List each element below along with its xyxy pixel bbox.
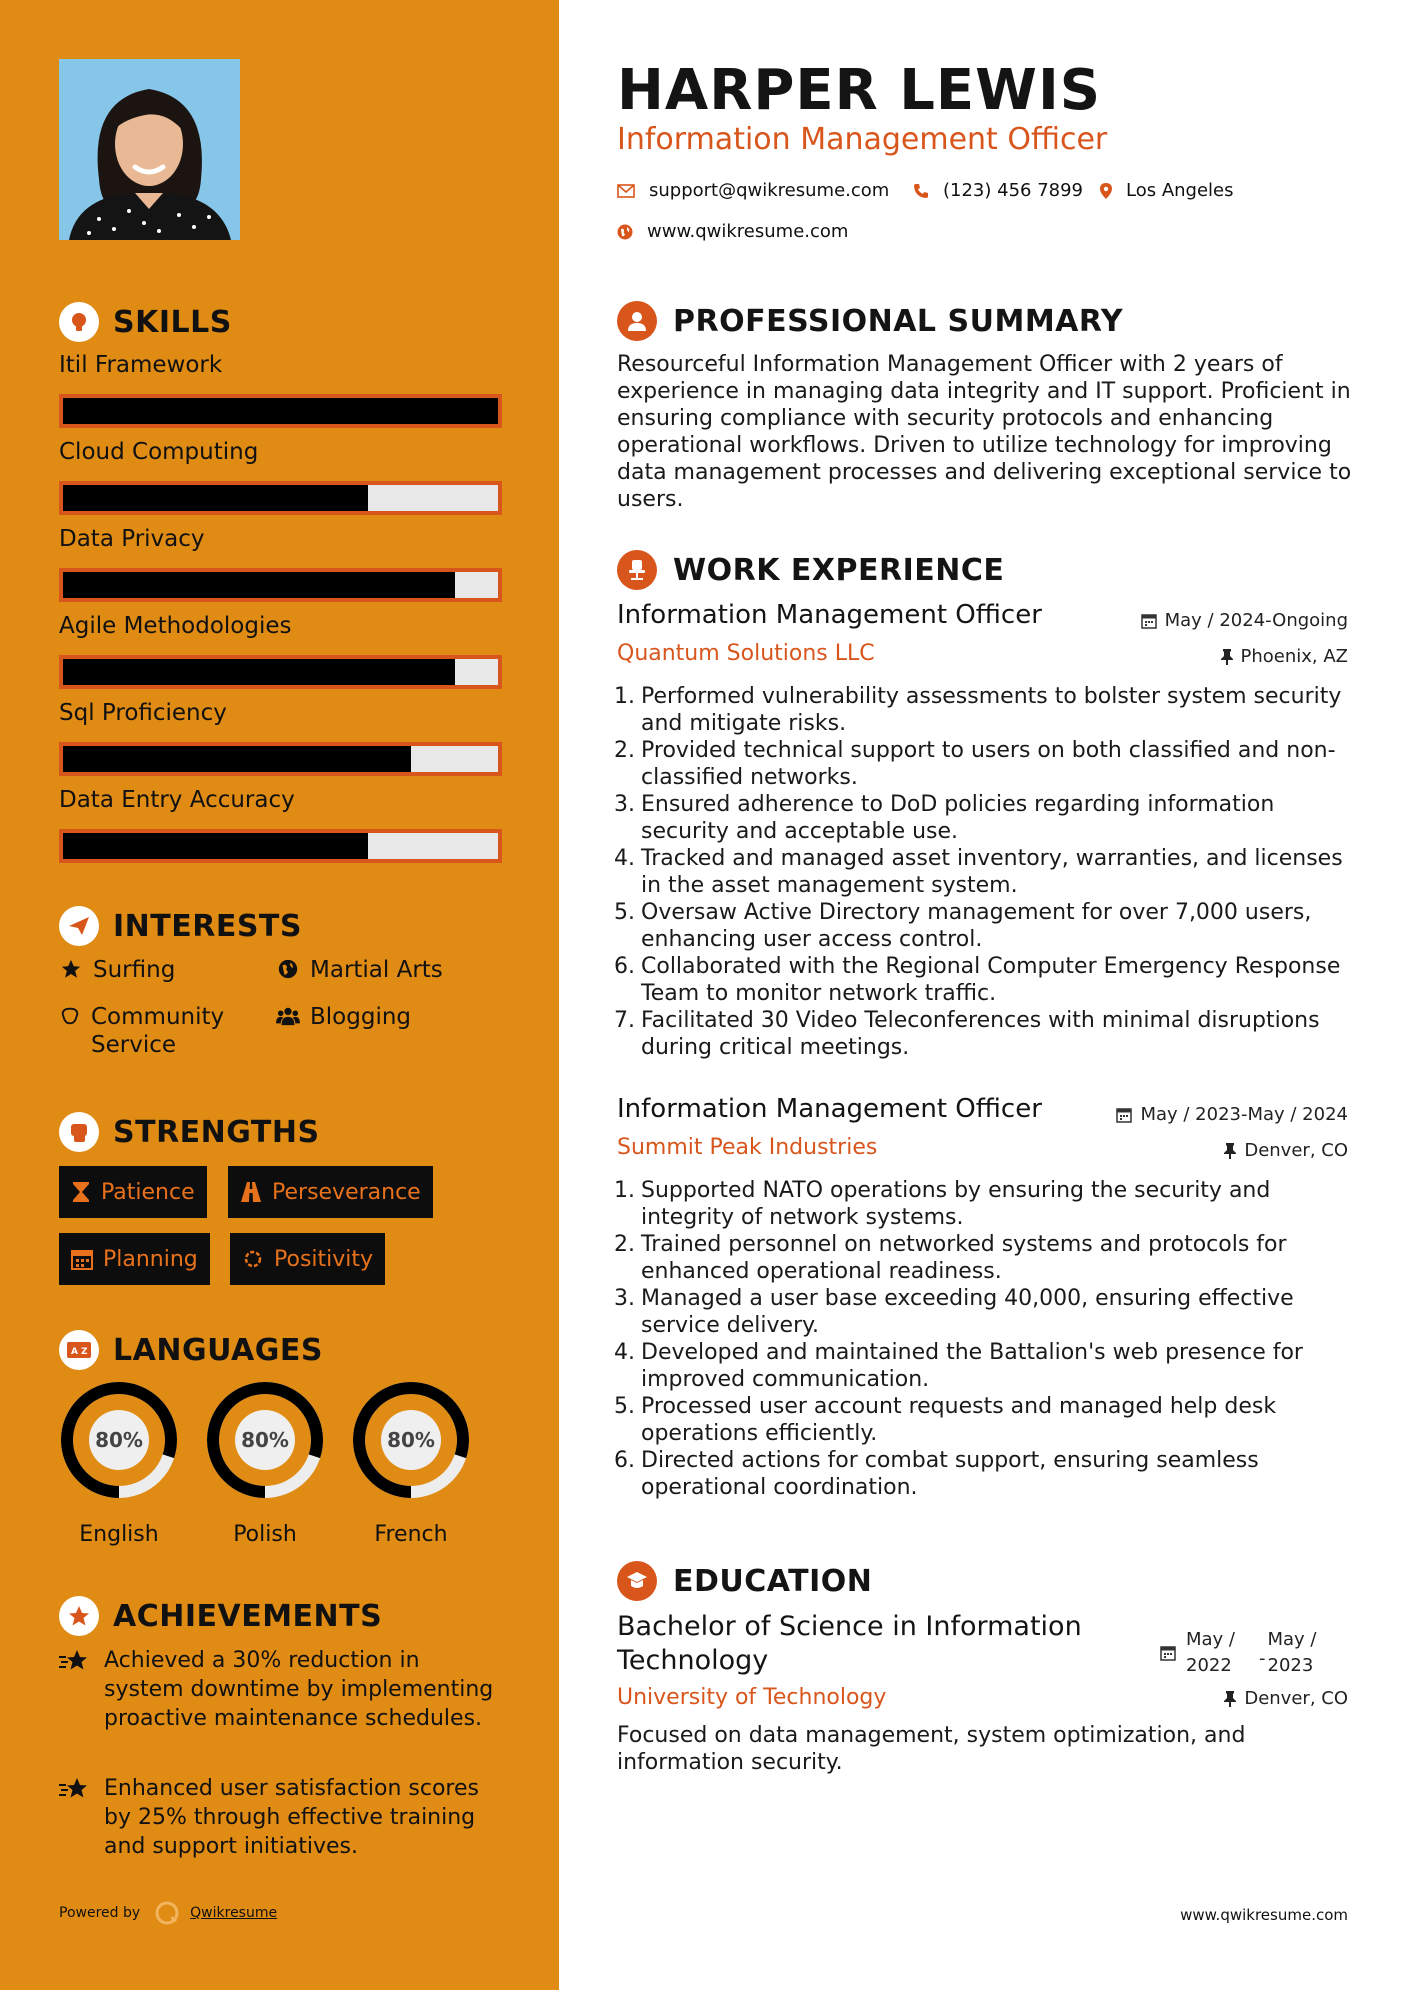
footer-url[interactable]: www.qwikresume.com: [1180, 1906, 1348, 1924]
candidate-role: Information Management Officer: [617, 122, 1108, 157]
interests-title: INTERESTS: [113, 908, 302, 944]
language-percent: 80%: [241, 1428, 289, 1452]
skill-bar: [59, 655, 502, 689]
globe-icon: [617, 224, 633, 240]
pushpin-icon: [1224, 1691, 1236, 1707]
summary-title: PROFESSIONAL SUMMARY: [673, 303, 1124, 339]
skills-heading: [59, 302, 232, 342]
interest-label: Surfing: [93, 957, 176, 983]
skill-bar-fill: [63, 485, 368, 511]
language-item: [205, 1380, 325, 1547]
email-contact[interactable]: [617, 180, 889, 201]
language-label: English: [79, 1522, 159, 1547]
experience-heading: [617, 550, 1004, 590]
list-item: 2. Trained personnel on networked systems and protocols for enhanced operational readiness.: [614, 1232, 1287, 1284]
user-icon: [617, 301, 657, 341]
skill-bar: [59, 742, 502, 776]
summary-text: Resourceful Information Management Officer with 2 years of experience in managing data integrity and IT support. Proficient in ensuring compliance with security protocols and enhancing operational workflows. Driven to utilize technology for improving data management processes and delivering exceptional service to users.: [617, 352, 1352, 512]
edu-date-sep: -: [1259, 1647, 1266, 1669]
achievement-item: [59, 1646, 499, 1733]
skill-label: Itil Framework: [59, 352, 223, 378]
interests-heading: [59, 906, 302, 946]
skill-label: Data Privacy: [59, 526, 205, 552]
skill-bar-fill: [63, 746, 411, 772]
pushpin-icon: [1224, 1143, 1236, 1159]
strengths-title: STRENGTHS: [113, 1114, 320, 1150]
calendar-icon: [1141, 613, 1157, 629]
list-item: 3. Managed a user base exceeding 40,000, ensuring effective service delivery.: [614, 1286, 1294, 1338]
list-item: 5. Oversaw Active Directory management for over 7,000 users, enhancing user access control.: [614, 900, 1312, 952]
phone-text: (123) 456 7899: [943, 180, 1084, 201]
edu-date-end: May / 2023: [1267, 1629, 1317, 1676]
list-item: 7. Facilitated 30 Video Teleconferences with minimal disruptions during critical meetings.: [614, 1008, 1320, 1060]
calendar-icon: [1116, 1107, 1132, 1123]
skill-bar: [59, 394, 502, 428]
strength-badge: [59, 1166, 207, 1218]
graduation-cap-icon: [617, 1561, 657, 1601]
interest-item: [276, 956, 443, 984]
job-location: Phoenix, AZ: [1221, 646, 1349, 667]
skill-item: [59, 700, 502, 776]
candidate-name: HARPER LEWIS: [617, 58, 1102, 123]
interest-item: [59, 956, 175, 984]
svg-text:Z: Z: [81, 1347, 88, 1357]
job-dates: May / 2024-Ongoing: [1141, 610, 1348, 631]
sidebar: [0, 0, 559, 1990]
skill-item: [59, 439, 502, 515]
summary-heading: [617, 301, 1123, 341]
strength-label: Patience: [101, 1179, 195, 1205]
languages-title: LANGUAGES: [113, 1332, 323, 1368]
language-item: [351, 1380, 471, 1547]
company-name: Summit Peak Industries: [617, 1135, 878, 1160]
skill-label: Sql Proficiency: [59, 700, 227, 726]
company-name: Quantum Solutions LLC: [617, 641, 875, 666]
qwikresume-link[interactable]: Qwikresume: [190, 1905, 278, 1921]
education-heading: [617, 1561, 872, 1601]
map-pin-icon: [1100, 183, 1112, 199]
skill-label: Cloud Computing: [59, 439, 259, 465]
location-text: Los Angeles: [1126, 180, 1234, 201]
language-item: [59, 1380, 179, 1547]
strength-label: Positivity: [274, 1246, 374, 1272]
envelope-icon: [617, 184, 635, 198]
office-chair-icon: [617, 550, 657, 590]
qwikresume-logo-icon: [154, 1900, 180, 1926]
achievement-item: [59, 1774, 499, 1861]
strength-badge: [228, 1166, 433, 1218]
skill-bar: [59, 481, 502, 515]
fist-icon: [59, 1112, 99, 1152]
language-percent: 80%: [387, 1428, 435, 1452]
strength-badge: [59, 1233, 210, 1285]
hand-icon: [59, 1003, 81, 1059]
interest-label: Martial Arts: [310, 957, 443, 983]
education-dates: [1160, 1627, 1317, 1679]
paper-plane-icon: [59, 906, 99, 946]
education-title: EDUCATION: [673, 1563, 873, 1599]
star-icon: [59, 956, 83, 984]
shooting-star-icon: [59, 1646, 93, 1733]
sun-icon: [242, 1248, 264, 1270]
job-bullets: [611, 683, 1357, 1061]
users-icon: [276, 1003, 300, 1031]
job-dates: May / 2023-May / 2024: [1116, 1104, 1348, 1125]
globe-icon: [276, 956, 300, 984]
achievements-title: ACHIEVEMENTS: [113, 1598, 383, 1634]
strength-label: Planning: [103, 1246, 198, 1272]
list-item: 3. Ensured adherence to DoD policies regarding information security and acceptable use.: [614, 792, 1275, 844]
hourglass-icon: [71, 1181, 91, 1203]
list-item: 6. Directed actions for combat support, ensuring seamless operational coordination.: [614, 1448, 1259, 1500]
skill-bar-fill: [63, 572, 455, 598]
list-item: 1. Supported NATO operations by ensuring the security and integrity of network systems.: [614, 1178, 1271, 1230]
interest-label: Community Service: [91, 1004, 225, 1058]
skill-item: [59, 613, 502, 689]
list-item: 4. Developed and maintained the Battalion's web presence for improved communication.: [614, 1340, 1303, 1392]
experience-title: WORK EXPERIENCE: [673, 552, 1005, 588]
skill-bar-fill: [63, 659, 455, 685]
job-bullets: [611, 1177, 1357, 1501]
edu-date-start: May / 2022: [1186, 1629, 1235, 1676]
profile-photo: [59, 59, 240, 240]
skill-bar: [59, 829, 502, 863]
pushpin-icon: [1221, 649, 1233, 665]
skill-label: Agile Methodologies: [59, 613, 292, 639]
svg-text:A: A: [71, 1347, 78, 1357]
website-text: www.qwikresume.com: [647, 221, 849, 242]
achievement-text: Achieved a 30% reduction in system downtime by implementing proactive maintenance schedules.: [104, 1648, 494, 1731]
strengths-heading: [59, 1112, 320, 1152]
school-name: University of Technology: [617, 1685, 887, 1710]
education-description: Focused on data management, system optimization, and information security.: [617, 1723, 1246, 1775]
phone-icon: [913, 183, 929, 199]
lightbulb-icon: [59, 302, 99, 342]
job-title: Information Management Officer: [617, 600, 1042, 630]
list-item: 6. Collaborated with the Regional Computer Emergency Response Team to monitor network traffic.: [614, 954, 1341, 1006]
language-ring: [205, 1380, 325, 1500]
language-percent: 80%: [95, 1428, 143, 1452]
language-label: French: [374, 1522, 448, 1547]
strength-label: Perseverance: [272, 1179, 421, 1205]
powered-by-label: Powered by: [59, 1905, 141, 1921]
calendar-icon: [1160, 1645, 1176, 1661]
interest-label: Blogging: [310, 1004, 412, 1030]
interest-item: [59, 1003, 259, 1059]
degree-title: Bachelor of Science in Information Technology: [617, 1611, 1082, 1676]
interest-item: [276, 1003, 411, 1031]
calendar-icon: [71, 1248, 93, 1270]
award-star-icon: [59, 1596, 99, 1636]
list-item: 5. Processed user account requests and managed help desk operations efficiently.: [614, 1394, 1277, 1446]
achievements-heading: [59, 1596, 382, 1636]
skill-bar: [59, 568, 502, 602]
language-icon: [59, 1330, 99, 1370]
skill-item: [59, 526, 502, 602]
skill-bar-fill: [63, 833, 368, 859]
skill-item: [59, 787, 502, 863]
phone-contact[interactable]: [913, 180, 1083, 201]
job-location: Denver, CO: [1224, 1140, 1348, 1161]
languages-heading: [59, 1330, 323, 1370]
education-location: Denver, CO: [1224, 1688, 1348, 1709]
skills-title: SKILLS: [113, 304, 232, 340]
language-label: Polish: [233, 1522, 297, 1547]
location-contact: [1100, 180, 1234, 201]
language-ring: [351, 1380, 471, 1500]
language-ring: [59, 1380, 179, 1500]
list-item: 1. Performed vulnerability assessments to bolster system security and mitigate risks.: [614, 684, 1342, 736]
road-icon: [240, 1181, 262, 1203]
website-contact[interactable]: [617, 221, 848, 242]
list-item: 2. Provided technical support to users on both classified and non-classified networks.: [614, 738, 1336, 790]
skill-label: Data Entry Accuracy: [59, 787, 295, 813]
email-text: support@qwikresume.com: [649, 180, 890, 201]
achievement-text: Enhanced user satisfaction scores by 25% through effective training and support initiatives.: [104, 1776, 479, 1859]
skill-bar-fill: [63, 398, 498, 424]
powered-by: [59, 1900, 277, 1926]
job-title: Information Management Officer: [617, 1094, 1042, 1124]
skill-item: [59, 352, 502, 428]
shooting-star-icon: [59, 1774, 93, 1861]
strength-badge: [230, 1233, 385, 1285]
list-item: 4. Tracked and managed asset inventory, warranties, and licenses in the asset management system.: [614, 846, 1343, 898]
